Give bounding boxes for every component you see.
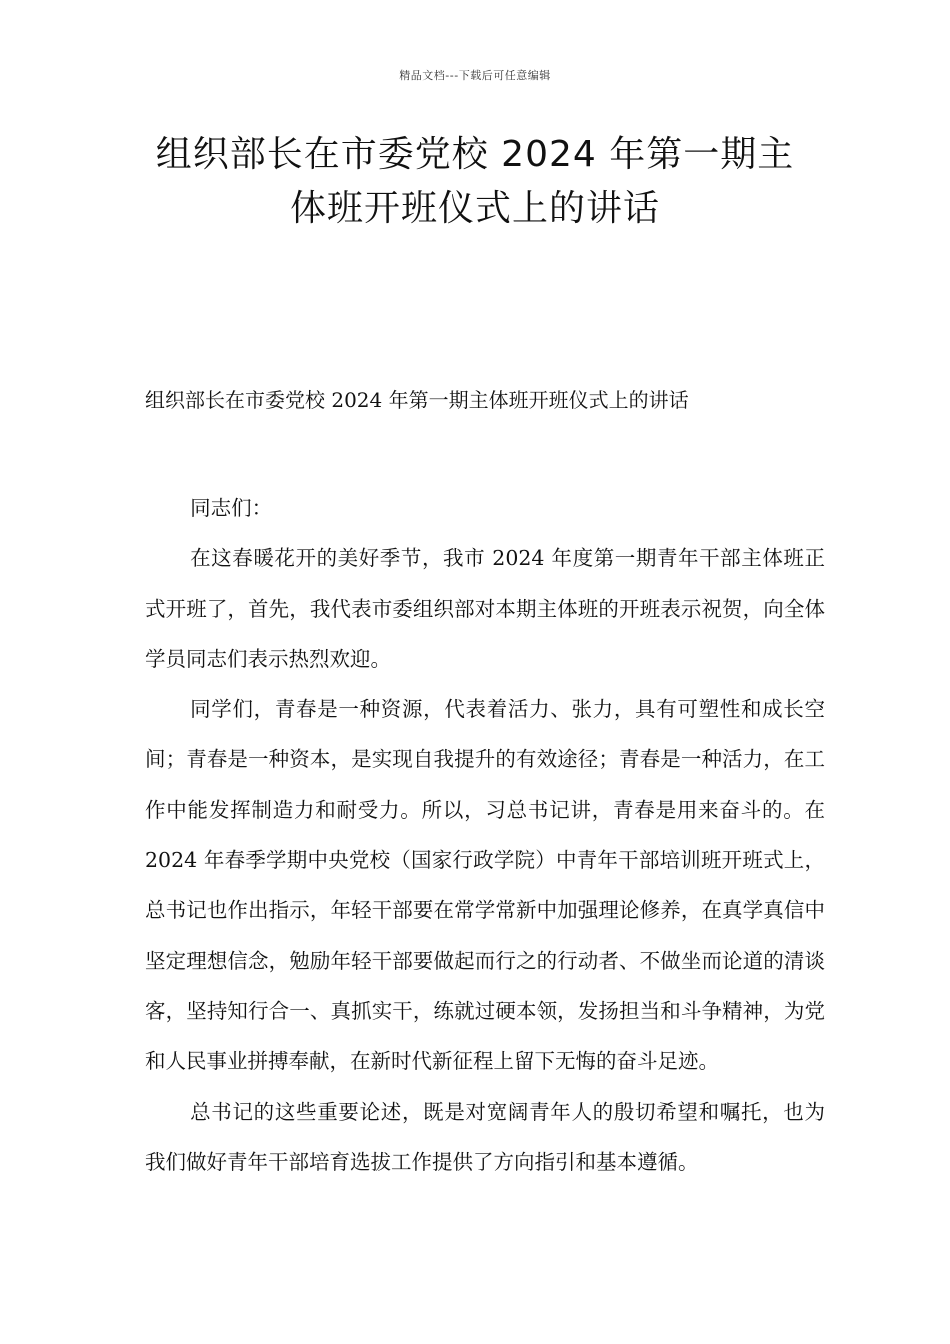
body-paragraph: 同学们，青春是一种资源，代表着活力、张力，具有可塑性和成长空间；青春是一种资本，是实现自我提升的有效途径；青春是一种活力，在工作中能发挥制造力和耐受力。所以，习总书记讲，青春是用来奋斗的。在 2024 年春季学期中央党校（国家行政学院）中青年干部培训班开班式上，总书记也作出指示，年轻干部要在常学常新中加强理论修养，在真学真信中坚定理想信念，勉励年轻干部要做起而行之的行动者、不做坐而论道的清谈客，坚持知行合一、真抓实干，练就过硬本领，发扬担当和斗争精神，为党和人民事业拼搏奉献，在新时代新征程上留下无悔的奋斗足迹。 — [145, 697, 825, 1074]
salutation: 同志们： — [190, 496, 273, 520]
document-title — [100, 128, 850, 236]
body-paragraph: 总书记的这些重要论述，既是对宽阔青年人的殷切希望和嘱托，也为我们做好青年干部培育选拔工作提供了方向指引和基本遵循。 — [145, 1099, 825, 1174]
title-line-2: 体班开班仪式上的讲话 — [289, 188, 660, 229]
body-paragraph: 在这春暖花开的美好季节，我市 2024 年度第一期青年干部主体班正式开班了，首先，我代表市委组织部对本期主体班的开班表示祝贺，向全体学员同志们表示热烈欢迎。 — [145, 546, 825, 671]
document-body — [145, 483, 825, 1187]
page-header: 精品文档---下载后可任意编辑 — [399, 69, 551, 82]
title-line-1: 组织部长在市委党校 2024 年第一期主 — [155, 134, 795, 175]
document-subtitle: 组织部长在市委党校 2024 年第一期主体班开班仪式上的讲话 — [145, 388, 689, 412]
